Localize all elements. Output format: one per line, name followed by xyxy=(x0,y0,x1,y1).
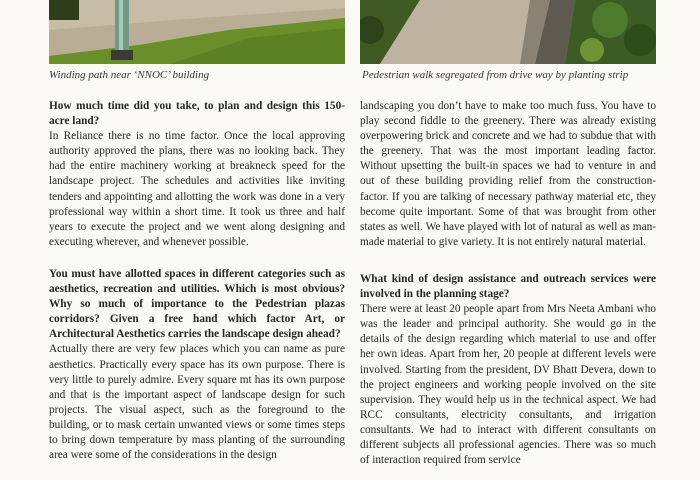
photo-winding-path xyxy=(49,0,345,64)
caption-pedestrian-walk: Pedestrian walk segregated from drive way by planting strip xyxy=(362,69,629,81)
question-design-assistance: What kind of design assistance and outreach services were involved in the planning stage? xyxy=(360,272,656,301)
right-column xyxy=(360,99,656,468)
question-space-categories: You must have allotted spaces in different categories such as aesthetics, recreation and utilities. Which is most obvious? Why so much of importance to the Pedestrian plazas corridors? Given a free hand which factor Art, or Architectural Aesthetics carries the landscape design ahead? xyxy=(49,267,345,341)
caption-winding-path: Winding path near ‘NNOC’ building xyxy=(49,69,210,81)
question-planning-time: How much time did you take, to plan and design this 150-acre land? xyxy=(49,100,345,128)
photo-pedestrian-walk xyxy=(360,0,656,64)
answer-design-assistance: There were at least 20 people apart from Mrs Neeta Ambani who was the leader and principal authority. She would go in the details of the design regarding which material to use and offer her own ideas. Apart from her, 20 people at different levels were involved. Starting from the president, DV Bhatt Devera, down to the project engineers and working people involved on the site supervision. They would help us in the technical aspect. We had RCC consultants, electricity consultants, and irrigation consultants. We had to interact with different consultants on different subjects all professional agencies. There was so much of interaction required from service xyxy=(360,303,656,467)
answer-planning-time: In Reliance there is no time factor. Once the local approving authority approved the plans, there was no looking back. They had the entire machinery working at breakneck speed for the landscape project. The schedules and activities like inviting tenders and appointing and allotting the work was done in a very professional way within a short time. It took us three and half years to execute the project and we went along designing and executing wherever, and whenever possible. xyxy=(49,130,345,248)
answer-space-categories: Actually there are very few places which you can name as pure aesthetics. Practically every space has its own purpose. There is very little to purely admire. Every square mt has its own purpose and that is the important aspect of landscape design for such projects. The visual aspect, such as the foreground to the building, or to mask certain unwanted views or some times steps to bring down temperature by mass planting of the surrounding area were some of the considerations in the design xyxy=(49,343,345,462)
left-column xyxy=(49,99,345,463)
answer-continued: landscaping you don’t have to make too much fuss. You have to play second fiddle to the greenery. There was already existing overpowering brick and concrete and we had to subdue that with the greenery. That was the most important leading factor. Without upsetting the built-in spaces we had to venture in and out of these building providing relief from the construction-factor. If you are talking of necessary pathway material etc, they become quite important. Some of that was brought from other states as well. We have played with lot of natural as well as man-made material to give variety. It is not entirely natural material. xyxy=(360,100,656,248)
